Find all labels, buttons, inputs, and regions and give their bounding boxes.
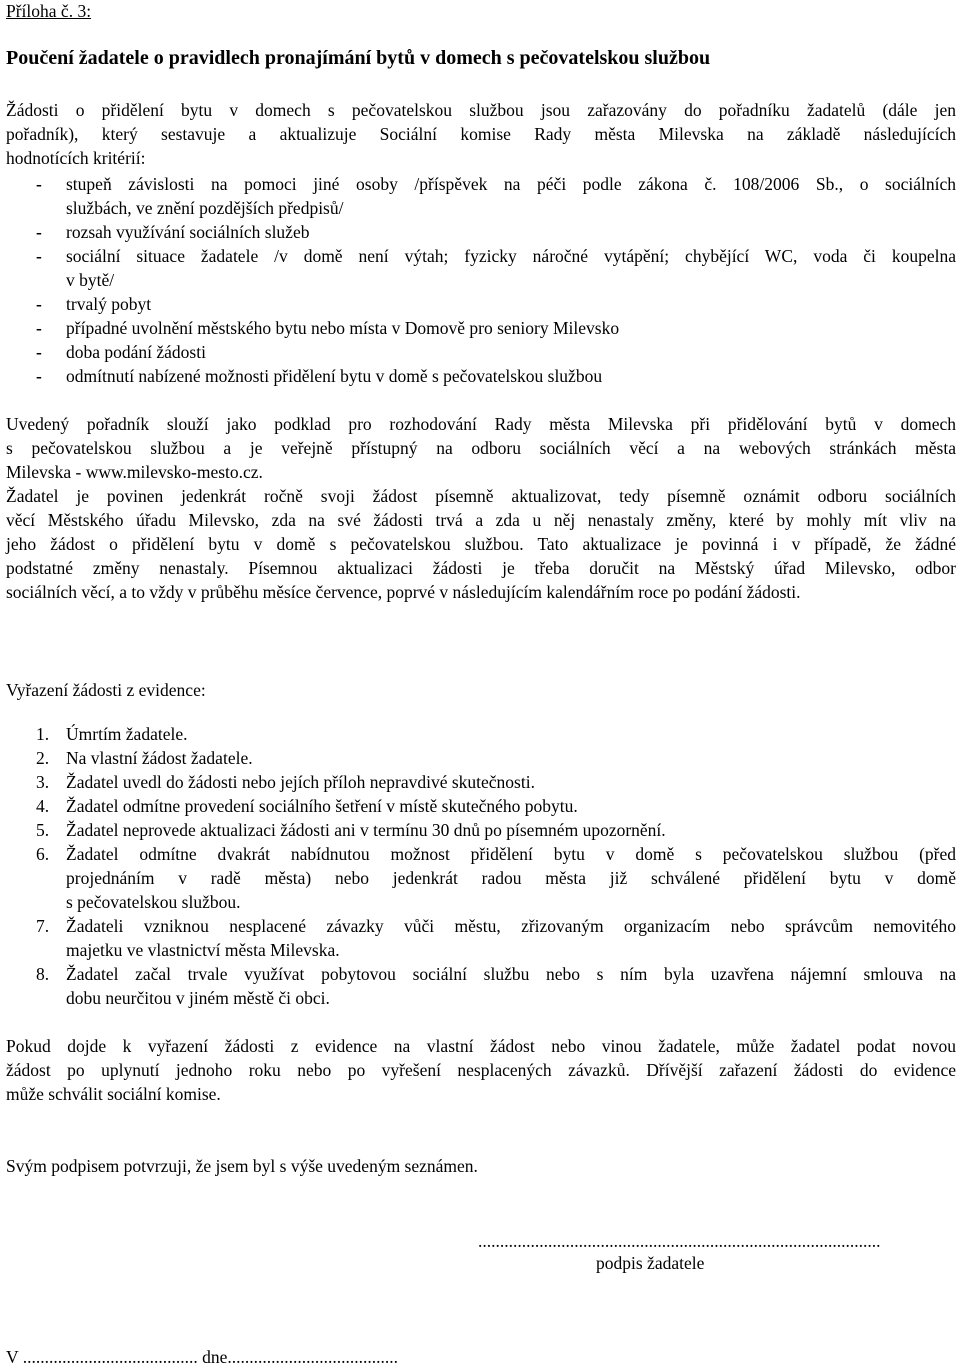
register-paragraph bbox=[6, 412, 956, 484]
update-line-5: sociálních věcí, a to vždy v průběhu měsíce července, poprvé v následujícím kalendářním roce po podání žádosti. bbox=[6, 582, 801, 602]
item-text-line: Na vlastní žádost žadatele. bbox=[66, 748, 253, 768]
update-line-1: Žadatel je povinen jedenkrát ročně svoji žádost písemně aktualizovat, tedy písemně oznámit odboru sociálních bbox=[6, 486, 956, 506]
item-text-line: Žadatel neprovede aktualizaci žádosti ani v termínu 30 dnů po písemném upozornění. bbox=[66, 820, 666, 840]
signature-line: ............................................................................................ bbox=[478, 1231, 881, 1251]
criteria-text-line: případné uvolnění městského bytu nebo místa v Domově pro seniory Milevsko bbox=[66, 318, 620, 338]
criteria-text-line: sociální situace žadatele /v domě není výtah; fyzicky náročné vytápění; chybějící WC, voda či koupelna bbox=[66, 246, 956, 266]
item-number: 1. bbox=[36, 724, 50, 744]
item-number: 8. bbox=[36, 964, 50, 984]
update-line-2: věcí Městského úřadu Milevsko, zda na své žádosti trvá a zda u něj nenastaly změny, které by mohly mít vliv na bbox=[6, 510, 956, 530]
bullet-dash: - bbox=[36, 366, 42, 386]
item-number: 2. bbox=[36, 748, 50, 768]
item-number: 6. bbox=[36, 844, 50, 864]
bullet-dash: - bbox=[36, 246, 42, 266]
bullet-dash: - bbox=[36, 222, 42, 242]
reapply-line-1: Pokud dojde k vyřazení žádosti z evidence na vlastní žádost nebo vinou žadatele, může žadatel podat novou bbox=[6, 1036, 956, 1056]
item-text-line: dobu neurčitou v jiném městě či obci. bbox=[66, 988, 330, 1008]
bullet-dash: - bbox=[36, 318, 42, 338]
criteria-text-line: rozsah využívání sociálních služeb bbox=[66, 222, 310, 242]
update-line-4: podstatné změny nenastaly. Písemnou aktualizaci žádosti je třeba doručit na Městský úřad Milevsko, odbor bbox=[6, 558, 956, 578]
criteria-text-line: službách, ve znění pozdějších předpisů/ bbox=[66, 198, 344, 218]
signature-label: podpis žadatele bbox=[596, 1253, 705, 1273]
register-line-2: s pečovatelskou službou a je veřejně přístupný na odboru sociálních věcí a na webových stránkách města bbox=[6, 438, 956, 458]
removal-heading-text: Vyřazení žádosti z evidence: bbox=[6, 680, 206, 700]
document-title: Poučení žadatele o pravidlech pronajímání bytů v domech s pečovatelskou službou bbox=[6, 47, 711, 69]
item-text-line: Žadateli vzniknou nesplacené závazky vůči městu, zřizovaným organizacím nebo správcům nemovitého bbox=[66, 916, 956, 936]
bullet-dash: - bbox=[36, 174, 42, 194]
criteria-text-line: stupeň závislosti na pomoci jiné osoby /příspěvek na péči podle zákona č. 108/2006 Sb., o sociálních bbox=[66, 174, 956, 194]
reapply-line-2: žádost po uplynutí jednoho roku nebo po vyřešení nesplacených závazků. Dřívější zařazení žádosti do evidence bbox=[6, 1060, 956, 1080]
item-text-line: Úmrtím žadatele. bbox=[66, 724, 188, 744]
intro-paragraph bbox=[6, 98, 956, 170]
signature-statement bbox=[6, 1154, 956, 1178]
item-number: 4. bbox=[36, 796, 50, 816]
place-date-line: V ........................................ dne....................................... bbox=[6, 1347, 398, 1367]
item-text-line: Žadatel uvedl do žádosti nebo jejích příloh nepravdivé skutečnosti. bbox=[66, 772, 535, 792]
item-text-line: Žadatel začal trvale využívat pobytovou sociální službu nebo s ním byla uzavřena nájemní smlouva na bbox=[66, 964, 956, 984]
intro-line-1: Žádosti o přidělení bytu v domech s pečovatelskou službou jsou zařazovány do pořadníku žadatelů (dále jen bbox=[6, 100, 956, 120]
item-text-line: Žadatel odmítne dvakrát nabídnutou možnost přidělení bytu v domě s pečovatelskou službou (před bbox=[66, 844, 956, 864]
item-text-line: s pečovatelskou službou. bbox=[66, 892, 241, 912]
item-text-line: projednáním v radě města) nebo jedenkrát radou města již schválené přidělení bytu v domě bbox=[66, 868, 956, 888]
update-paragraph bbox=[6, 484, 956, 604]
item-text-line: majetku ve vlastnictví města Milevska. bbox=[66, 940, 340, 960]
register-line-1: Uvedený pořadník slouží jako podklad pro rozhodování Rady města Milevska při přidělování bytů v domech bbox=[6, 414, 956, 434]
criteria-text-line: trvalý pobyt bbox=[66, 294, 152, 314]
reapply-line-3: může schválit sociální komise. bbox=[6, 1084, 221, 1104]
criteria-text-line: odmítnutí nabízené možnosti přidělení bytu v domě s pečovatelskou službou bbox=[66, 366, 603, 386]
intro-line-2: pořadník), který sestavuje a aktualizuje Sociální komise Rady města Milevska na základě následujících bbox=[6, 124, 956, 144]
register-line-3: Milevska - www.milevsko-mesto.cz. bbox=[6, 462, 263, 482]
reapply-paragraph bbox=[6, 1034, 956, 1106]
item-number: 3. bbox=[36, 772, 50, 792]
attachment-label: Příloha č. 3: bbox=[6, 1, 92, 21]
criteria-text-line: v bytě/ bbox=[66, 270, 115, 290]
bullet-dash: - bbox=[36, 294, 42, 314]
item-number: 5. bbox=[36, 820, 50, 840]
item-text-line: Žadatel odmítne provedení sociálního šetření v místě skutečného pobytu. bbox=[66, 796, 578, 816]
item-number: 7. bbox=[36, 916, 50, 936]
criteria-text-line: doba podání žádosti bbox=[66, 342, 206, 362]
update-line-3: jeho žádost o přidělení bytu v domě s pečovatelskou službou. Tato aktualizace je povinná i v případě, že žádné bbox=[6, 534, 956, 554]
intro-line-3: hodnotících kritérií: bbox=[6, 148, 146, 168]
removal-heading bbox=[6, 678, 956, 702]
signature-statement-text: Svým podpisem potvrzuji, že jsem byl s výše uvedeným seznámen. bbox=[6, 1156, 478, 1176]
bullet-dash: - bbox=[36, 342, 42, 362]
